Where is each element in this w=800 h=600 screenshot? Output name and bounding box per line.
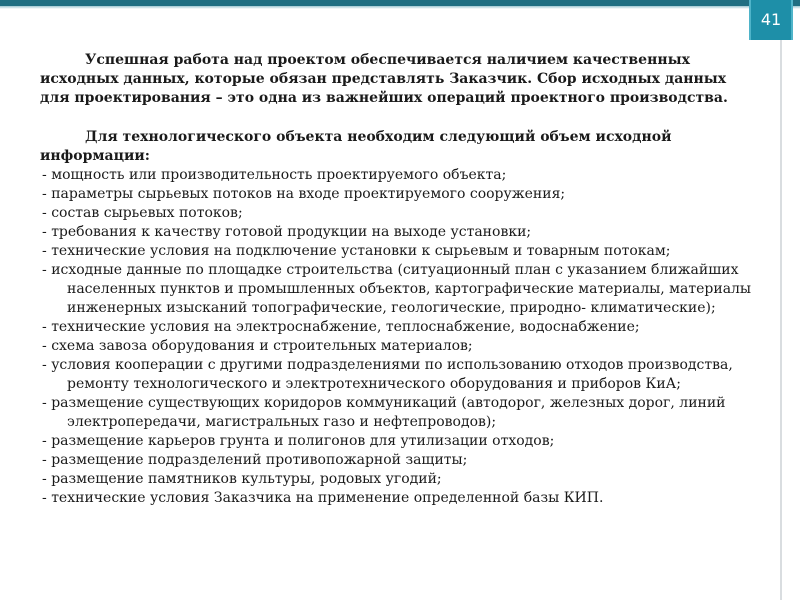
list-item: - схема завоза оборудования и строительных материалов; — [40, 337, 755, 356]
list-item: - технические условия Заказчика на применение определенной базы КИП. — [40, 489, 755, 508]
list-item: - размещение памятников культуры, родовых угодий; — [40, 470, 755, 489]
list-item: - состав сырьевых потоков; — [40, 204, 755, 223]
requirements-list — [40, 166, 755, 508]
top-accent-shade — [0, 6, 800, 9]
list-item: - размещение подразделений противопожарной защиты; — [40, 451, 755, 470]
list-item: - исходные данные по площадке строительства (ситуационный план с указанием ближайших населенных пунктов и промышленных объектов, картографические материалы, материалы инженерных изысканий топографические, геологические, природно- климатические); — [40, 261, 755, 318]
list-item: - размещение существующих коридоров коммуникаций (автодорог, железных дорог, линий электропередачи, магистральных газо и нефтепроводов); — [40, 394, 755, 432]
list-item: - технические условия на электроснабжение, теплоснабжение, водоснабжение; — [40, 318, 755, 337]
list-heading: Для технологического объекта необходим следующий объем исходной информации: — [40, 129, 672, 164]
list-item: - технические условия на подключение установки к сырьевым и товарным потокам; — [40, 242, 755, 261]
list-item: - размещение карьеров грунта и полигонов для утилизации отходов; — [40, 432, 755, 451]
list-item: - мощность или производительность проектируемого объекта; — [40, 166, 755, 185]
slide-number: 41 — [749, 0, 793, 40]
intro-paragraph: Успешная работа над проектом обеспечивается наличием качественных исходных данных, которые обязан представлять Заказчик. Сбор исходных данных для проектирования – это одна из важнейших операций проектного производства. — [40, 52, 728, 106]
list-item: - требования к качеству готовой продукции на выходе установки; — [40, 223, 755, 242]
list-item: - параметры сырьевых потоков на входе проектируемого сооружения; — [40, 185, 755, 204]
list-item: - условия кооперации с другими подразделениями по использованию отходов производства, ремонту технологического и электротехнического оборудования и приборов КиА; — [40, 356, 755, 394]
right-border-line — [780, 40, 782, 600]
slide-content — [40, 51, 755, 508]
